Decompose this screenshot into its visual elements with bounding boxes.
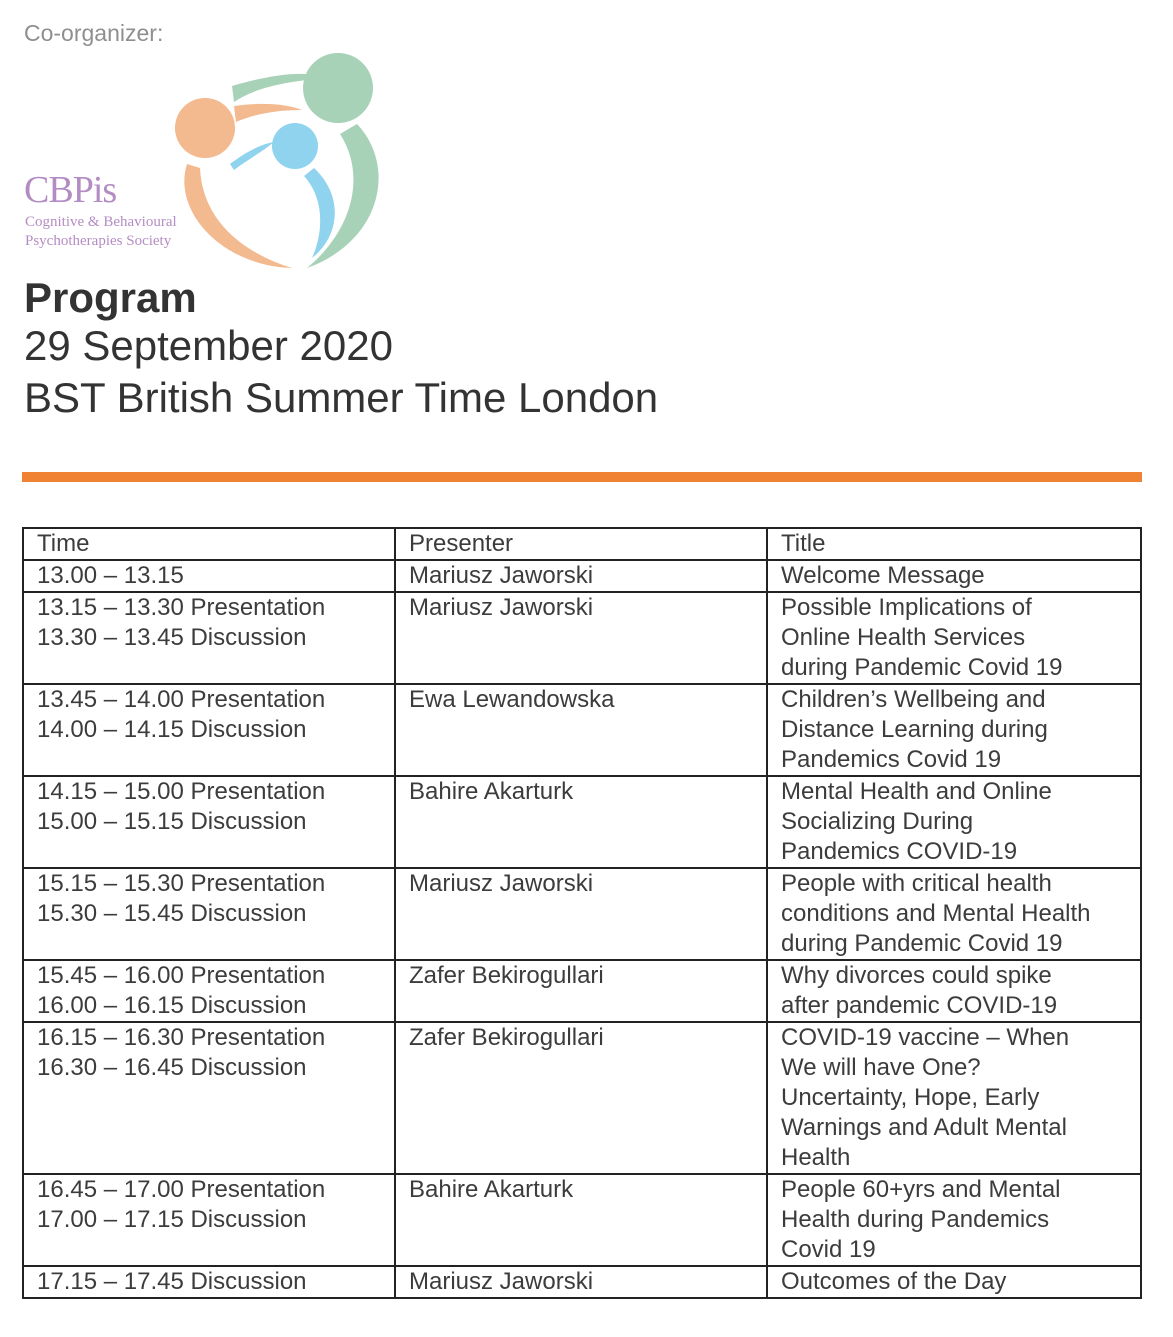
cell-time <box>23 1022 395 1174</box>
title-line: during Pandemic Covid 19 <box>781 930 1063 957</box>
cell-presenter: Zafer Bekirogullari <box>395 1022 767 1174</box>
cell-presenter: Ewa Lewandowska <box>395 684 767 776</box>
logo-green-head <box>303 53 373 123</box>
title-line: Uncertainty, Hope, Early <box>781 1084 1040 1111</box>
title-line: Children’s Wellbeing and <box>781 686 1046 713</box>
title-line: Online Health Services <box>781 624 1026 651</box>
time-line: 13.45 – 14.00 Presentation <box>37 686 326 713</box>
logo-peach-body <box>184 164 292 268</box>
time-line: 16.45 – 17.00 Presentation <box>37 1176 326 1203</box>
program-date: 29 September 2020 <box>24 322 393 369</box>
title-line: Distance Learning during <box>781 716 1048 743</box>
cell-title <box>767 1022 1141 1174</box>
time-line: 13.30 – 13.45 Discussion <box>37 624 307 651</box>
time-line: 14.00 – 14.15 Discussion <box>37 716 307 743</box>
title-line: Outcomes of the Day <box>781 1268 1007 1295</box>
logo-peach-arc <box>234 104 302 122</box>
title-line: conditions and Mental Health <box>781 900 1091 927</box>
program-timezone: BST British Summer Time London <box>24 374 659 421</box>
title-line: during Pandemic Covid 19 <box>781 654 1063 681</box>
logo-blue-arc <box>230 142 274 170</box>
cell-presenter: Zafer Bekirogullari <box>395 960 767 1022</box>
title-line: Pandemics COVID-19 <box>781 838 1018 865</box>
cell-presenter: Mariusz Jaworski <box>395 868 767 960</box>
table-header-row <box>23 528 1141 560</box>
cell-time <box>23 776 395 868</box>
table-row <box>23 560 1141 592</box>
title-line: Socializing During <box>781 808 974 835</box>
cell-time <box>23 1174 395 1266</box>
title-line: Mental Health and Online <box>781 778 1052 805</box>
cell-title <box>767 868 1141 960</box>
cell-title <box>767 1174 1141 1266</box>
time-line: 16.30 – 16.45 Discussion <box>37 1054 307 1081</box>
logo-subtitle-line2: Psychotherapies Society <box>25 233 172 249</box>
logo-name: CBPis <box>24 169 117 211</box>
co-organizer-label: Co-organizer: <box>24 20 164 46</box>
title-line: Welcome Message <box>781 562 985 589</box>
time-line: 17.00 – 17.15 Discussion <box>37 1206 307 1233</box>
time-line: 15.30 – 15.45 Discussion <box>37 900 307 927</box>
time-line: 14.15 – 15.00 Presentation <box>37 778 326 805</box>
title-line: Warnings and Adult Mental <box>781 1114 1067 1141</box>
table-body <box>23 560 1141 1298</box>
column-header-title: Title <box>767 528 1141 560</box>
cell-title <box>767 1266 1141 1298</box>
title-line: Pandemics Covid 19 <box>781 746 1002 773</box>
title-line: Why divorces could spike <box>781 962 1052 989</box>
table-row <box>23 1022 1141 1174</box>
table-row <box>23 960 1141 1022</box>
cell-title <box>767 560 1141 592</box>
cell-time <box>23 1266 395 1298</box>
time-line: 13.15 – 13.30 Presentation <box>37 594 326 621</box>
cell-title <box>767 592 1141 684</box>
logo-peach-head <box>175 98 235 158</box>
title-line: after pandemic COVID-19 <box>781 992 1058 1019</box>
program-title: Program <box>24 274 197 321</box>
cell-presenter: Mariusz Jaworski <box>395 1266 767 1298</box>
cell-presenter: Mariusz Jaworski <box>395 560 767 592</box>
time-line: 15.45 – 16.00 Presentation <box>37 962 326 989</box>
cell-time <box>23 592 395 684</box>
orange-divider <box>22 472 1142 482</box>
time-line: 15.15 – 15.30 Presentation <box>37 870 326 897</box>
program-table <box>22 527 1142 1299</box>
time-line: 17.15 – 17.45 Discussion <box>37 1268 307 1295</box>
column-header-time: Time <box>23 528 395 560</box>
table-row <box>23 868 1141 960</box>
title-line: COVID-19 vaccine – When <box>781 1024 1070 1051</box>
cell-title <box>767 960 1141 1022</box>
cell-time <box>23 560 395 592</box>
title-line: People with critical health <box>781 870 1052 897</box>
time-line: 16.00 – 16.15 Discussion <box>37 992 307 1019</box>
title-line: Possible Implications of <box>781 594 1032 621</box>
title-line: People 60+yrs and Mental <box>781 1176 1061 1203</box>
cell-presenter: Bahire Akarturk <box>395 776 767 868</box>
cell-time <box>23 868 395 960</box>
time-line: 15.00 – 15.15 Discussion <box>37 808 307 835</box>
table-row <box>23 776 1141 868</box>
cell-time <box>23 684 395 776</box>
table-row <box>23 592 1141 684</box>
title-line: Health <box>781 1144 851 1171</box>
cell-title <box>767 684 1141 776</box>
cell-presenter: Bahire Akarturk <box>395 1174 767 1266</box>
cell-presenter: Mariusz Jaworski <box>395 592 767 684</box>
cell-time <box>23 960 395 1022</box>
time-line: 16.15 – 16.30 Presentation <box>37 1024 326 1051</box>
table-row <box>23 1266 1141 1298</box>
logo-blue-head <box>272 123 318 169</box>
table-row <box>23 1174 1141 1266</box>
table-row <box>23 684 1141 776</box>
title-line: Covid 19 <box>781 1236 876 1263</box>
title-line: Health during Pandemics <box>781 1206 1050 1233</box>
time-line: 13.00 – 13.15 <box>37 562 184 589</box>
logo-subtitle-line1: Cognitive & Behavioural <box>25 214 177 230</box>
title-line: We will have One? <box>781 1054 981 1081</box>
column-header-presenter: Presenter <box>395 528 767 560</box>
cell-title <box>767 776 1141 868</box>
